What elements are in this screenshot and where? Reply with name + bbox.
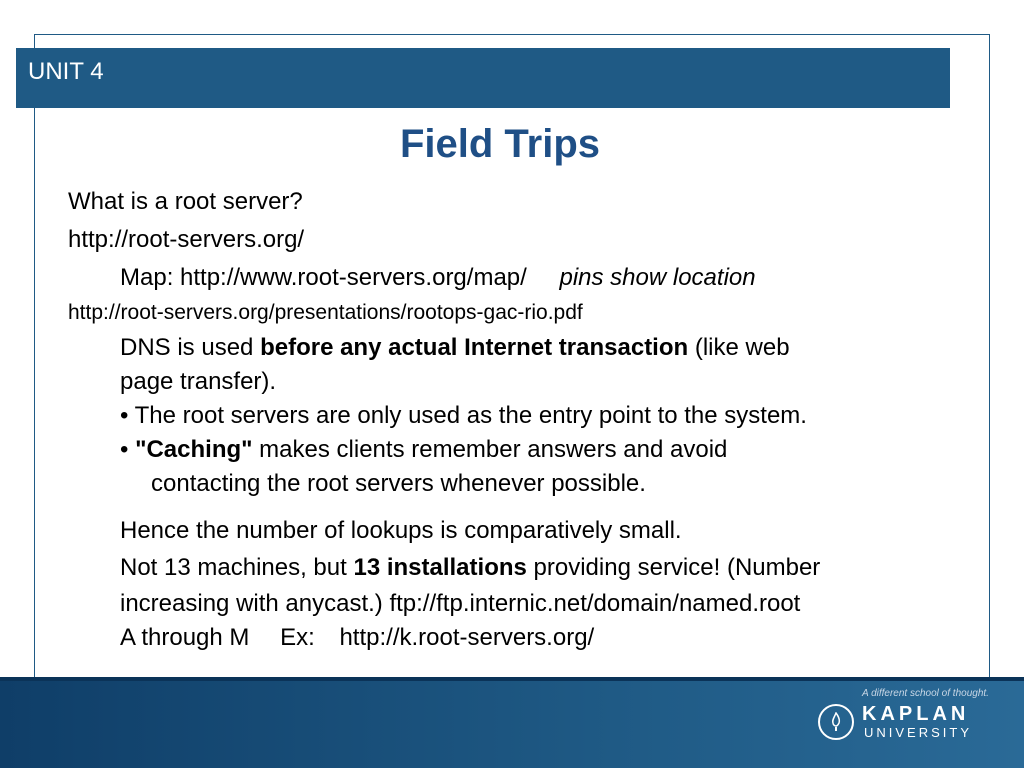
text-segment: providing service! (Number xyxy=(526,554,821,581)
bold-segment: "Caching" xyxy=(135,436,253,463)
bullet-line-2 xyxy=(120,435,727,465)
text-segment: (like web xyxy=(688,334,790,361)
unit-label: UNIT 4 xyxy=(28,58,104,85)
flame-icon-shape xyxy=(830,712,842,732)
example-link-text: http://k.root-servers.org/ xyxy=(339,624,595,651)
bullet-mark: • xyxy=(120,436,136,463)
text-line-6: page transfer). xyxy=(120,368,277,395)
bold-segment: 13 installations xyxy=(353,554,527,581)
text-line-11 xyxy=(120,553,820,583)
text-segment: A through M xyxy=(120,624,250,651)
tagline: A different school of thought. xyxy=(862,688,989,699)
text-segment: DNS is used xyxy=(120,334,261,361)
text-line-13 xyxy=(120,623,594,653)
kaplan-flame-icon xyxy=(818,704,854,740)
bullet-line-2-cont: contacting the root servers whenever possible. xyxy=(151,470,646,497)
text-line-5 xyxy=(120,333,790,363)
text-line-3 xyxy=(120,263,756,293)
map-link-text: Map: http://www.root-servers.org/map/ xyxy=(120,264,527,291)
brand-subtitle: UNIVERSITY xyxy=(864,725,973,740)
text-segment: Not 13 machines, but xyxy=(120,554,354,581)
brand-name: KAPLAN xyxy=(862,703,970,725)
text-line-2: http://root-servers.org/ xyxy=(68,226,305,253)
map-note: pins show location xyxy=(559,264,756,291)
text-line-4: http://root-servers.org/presentations/rootops-gac-rio.pdf xyxy=(68,301,583,324)
bold-segment: before any actual Internet transaction xyxy=(260,334,689,361)
text-line-12: increasing with anycast.) ftp://ftp.internic.net/domain/named.root xyxy=(120,590,801,617)
text-segment: Ex: xyxy=(280,624,315,651)
text-line-1: What is a root server? xyxy=(68,188,303,215)
unit-header-bar xyxy=(16,48,950,108)
bullet-line-1: • The root servers are only used as the entry point to the system. xyxy=(120,402,807,429)
text-line-10: Hence the number of lookups is comparatively small. xyxy=(120,517,682,544)
slide-title: Field Trips xyxy=(399,122,601,166)
text-segment: makes clients remember answers and avoid xyxy=(252,436,728,463)
